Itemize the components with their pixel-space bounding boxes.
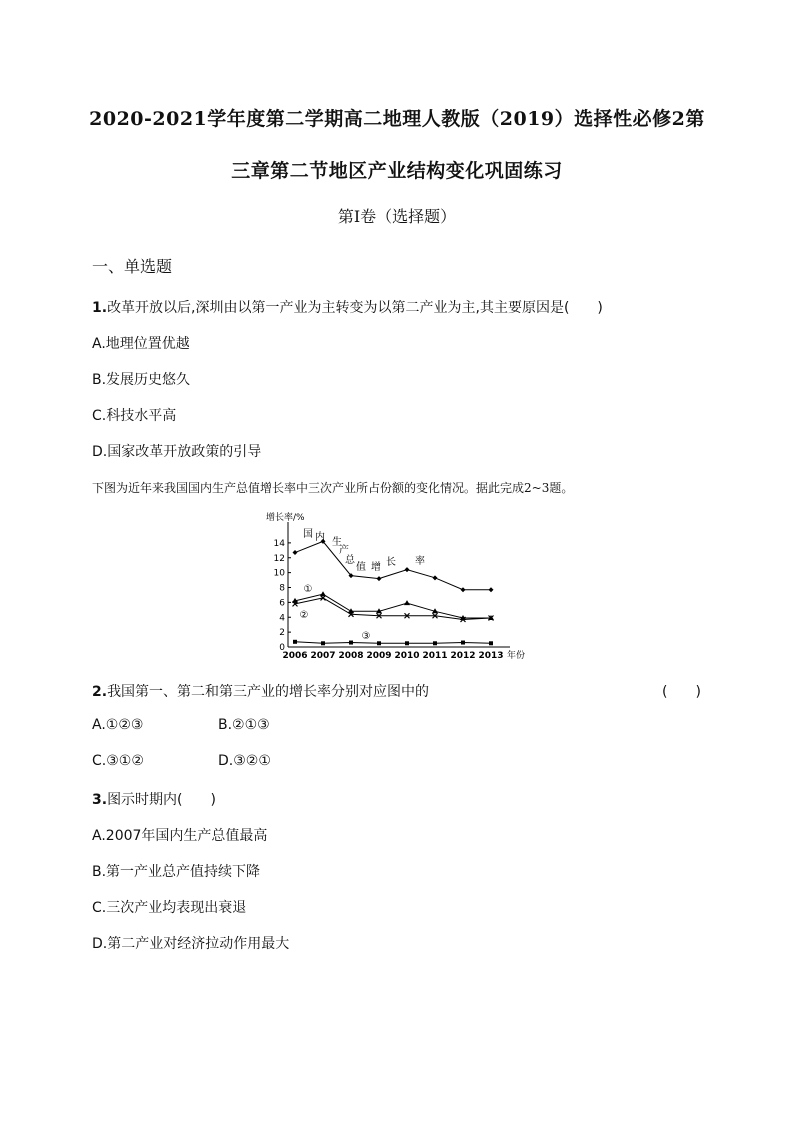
data-point xyxy=(405,567,410,572)
gdp-label-char: 内 xyxy=(315,532,325,543)
gdp-label-char: 产 xyxy=(339,545,349,556)
q2-option-a: A.①②③ xyxy=(92,717,144,733)
data-point xyxy=(433,641,437,645)
q3-stem xyxy=(92,789,216,809)
data-point xyxy=(377,641,381,645)
x-axis-label: 年份 xyxy=(507,651,526,661)
q3-text: 图示时期内( ) xyxy=(107,792,216,808)
gdp-label-char: 生 xyxy=(332,537,342,548)
y-tick-label: 10 xyxy=(273,568,285,579)
q2-option-c: C.③①② xyxy=(92,753,144,769)
q3-number: 3. xyxy=(92,792,108,808)
y-tick-label: 12 xyxy=(273,553,285,564)
gdp-label-char: 率 xyxy=(415,556,425,567)
q1-option-c: C.科技水平高 xyxy=(92,408,177,424)
y-axis-label: 增长率/% xyxy=(266,513,305,523)
series-2-marker-label: ② xyxy=(299,610,309,621)
x-tick-label: 2008 xyxy=(338,651,364,661)
x-tick-label: 2013 xyxy=(478,651,504,661)
section-heading: 一、单选题 xyxy=(92,257,173,276)
data-point xyxy=(293,550,298,555)
y-tick-label: 2 xyxy=(279,628,285,639)
q1-text: 改革开放以后,深圳由以第一产业为主转变为以第二产业为主,其主要原因是( ) xyxy=(107,300,603,316)
data-point xyxy=(405,641,409,645)
q1-stem xyxy=(92,297,603,317)
data-point xyxy=(349,641,353,645)
volume-heading: 第Ⅰ卷（选择题） xyxy=(337,207,457,226)
data-point xyxy=(433,575,438,580)
q2-option-d: D.③②① xyxy=(218,753,271,769)
data-point xyxy=(489,587,494,592)
data-point xyxy=(489,641,493,645)
gdp-label-char: 增 xyxy=(371,562,381,573)
series-1-marker-label: ① xyxy=(303,584,313,595)
q2-number: 2. xyxy=(92,684,108,700)
gdp-label-char: 总 xyxy=(345,555,355,566)
gdp-label-char: 长 xyxy=(386,557,396,568)
y-tick-label: 8 xyxy=(279,583,285,594)
chart-intro: 下图为近年来我国国内生产总值增长率中三次产业所占份额的变化情况。据此完成2~3题。 xyxy=(92,481,574,495)
data-point xyxy=(321,641,325,645)
gdp-label-char: 国 xyxy=(303,529,313,540)
y-tick-label: 0 xyxy=(279,643,285,653)
gdp-label-char: 值 xyxy=(356,562,366,573)
q3-option-c: C.三次产业均表现出衰退 xyxy=(92,900,247,916)
series-3-marker-label: ③ xyxy=(361,631,371,642)
q2-stem xyxy=(92,681,429,701)
doc-title-line2: 三章第二节地区产业结构变化巩固练习 xyxy=(231,160,563,182)
q2-text: 我国第一、第二和第三产业的增长率分别对应图中的 xyxy=(107,684,430,700)
q1-option-b: B.发展历史悠久 xyxy=(92,372,191,388)
growth-rate-chart xyxy=(262,507,552,662)
data-point xyxy=(377,576,382,581)
y-tick-label: 4 xyxy=(279,613,285,624)
q1-option-d: D.国家改革开放政策的引导 xyxy=(92,444,262,460)
x-tick-label: 2011 xyxy=(422,651,448,661)
q3-option-d: D.第二产业对经济拉动作用最大 xyxy=(92,936,290,952)
q2-answer-paren: ( ) xyxy=(662,684,701,700)
q3-option-b: B.第一产业总产值持续下降 xyxy=(92,864,261,880)
data-point xyxy=(461,587,466,592)
q2-option-b: B.②①③ xyxy=(218,717,270,733)
y-tick-label: 14 xyxy=(273,538,285,549)
x-tick-label: 2007 xyxy=(310,651,336,661)
q1-option-a: A.地理位置优越 xyxy=(92,336,190,352)
q3-option-a: A.2007年国内生产总值最高 xyxy=(92,828,268,844)
x-tick-label: 2009 xyxy=(366,651,392,661)
doc-title-line1: 2020-2021学年度第二学期高二地理人教版（2019）选择性必修2第 xyxy=(89,108,705,130)
series-line xyxy=(295,594,491,618)
data-point xyxy=(293,640,297,644)
data-point xyxy=(461,641,465,645)
series-line xyxy=(295,598,491,620)
x-tick-label: 2010 xyxy=(394,651,420,661)
q1-number: 1. xyxy=(92,300,108,316)
x-tick-label: 2006 xyxy=(282,651,308,661)
x-tick-label: 2012 xyxy=(450,651,476,661)
data-point xyxy=(404,600,410,605)
y-tick-label: 6 xyxy=(279,598,285,609)
